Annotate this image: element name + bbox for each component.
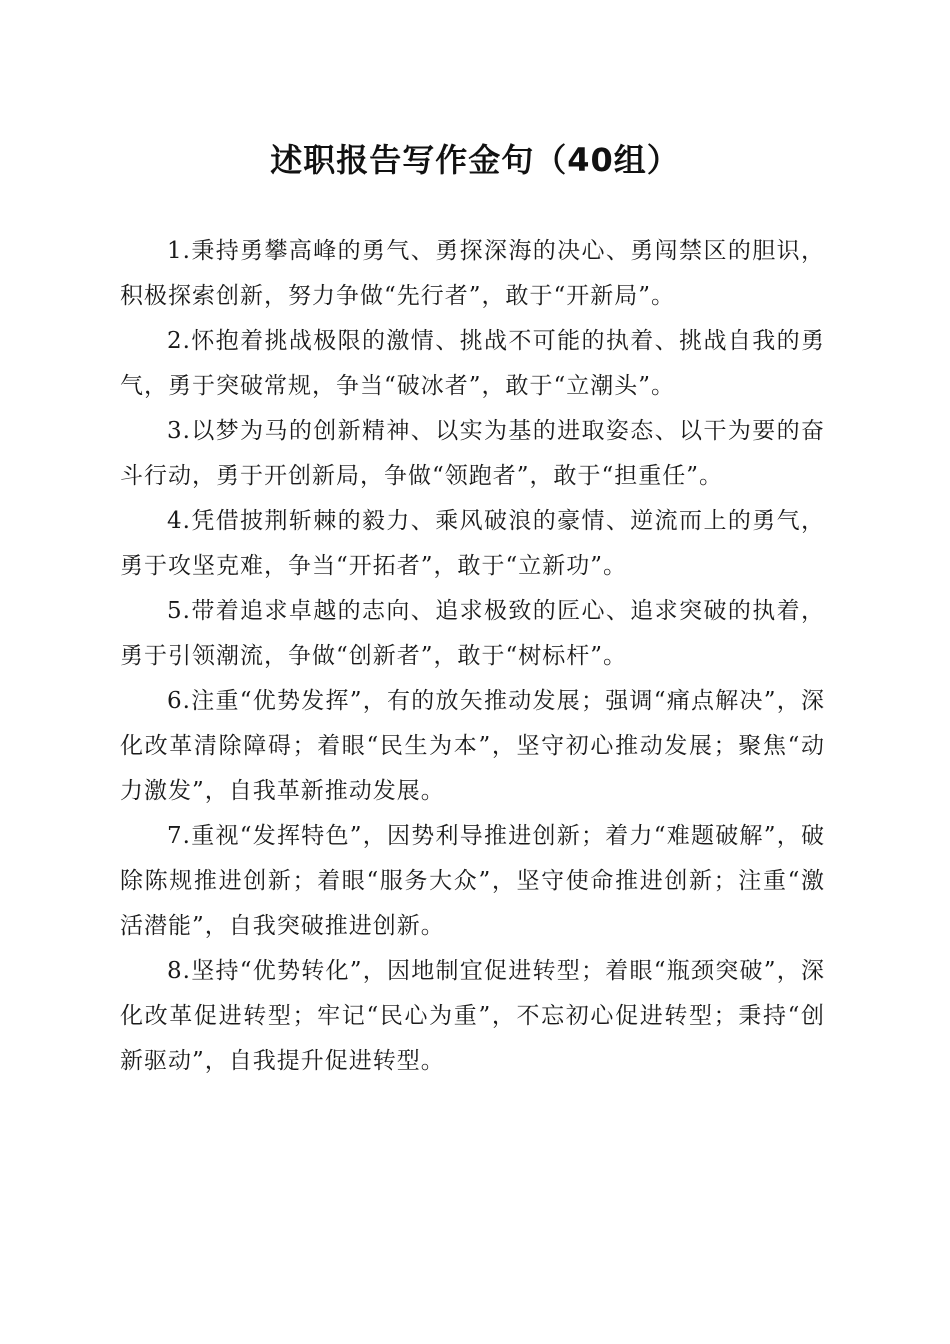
document-body xyxy=(120,229,825,1084)
paragraph-8: 8.坚持“优势转化”，因地制宜促进转型；着眼“瓶颈突破”，深化改革促进转型；牢记“民心为重”，不忘初心促进转型；秉持“创新驱动”，自我提升促进转型。 xyxy=(120,958,825,1074)
paragraph-3: 3.以梦为马的创新精神、以实为基的进取姿态、以干为要的奋斗行动，勇于开创新局，争做“领跑者”，敢于“担重任”。 xyxy=(120,418,825,489)
paragraph-7: 7.重视“发挥特色”，因势利导推进创新；着力“难题破解”，破除陈规推进创新；着眼“服务大众”，坚守使命推进创新；注重“激活潜能”，自我突破推进创新。 xyxy=(120,823,825,939)
paragraph-4: 4.凭借披荆斩棘的毅力、乘风破浪的豪情、逆流而上的勇气，勇于攻坚克难，争当“开拓者”，敢于“立新功”。 xyxy=(120,508,825,579)
paragraph-1: 1.秉持勇攀高峰的勇气、勇探深海的决心、勇闯禁区的胆识，积极探索创新，努力争做“先行者”，敢于“开新局”。 xyxy=(120,238,825,309)
paragraph-6: 6.注重“优势发挥”，有的放矢推动发展；强调“痛点解决”，深化改革清除障碍；着眼“民生为本”，坚守初心推动发展；聚焦“动力激发”，自我革新推动发展。 xyxy=(120,688,825,804)
paragraph-5: 5.带着追求卓越的志向、追求极致的匠心、追求突破的执着，勇于引领潮流，争做“创新者”，敢于“树标杆”。 xyxy=(120,598,825,669)
document-title: 述职报告写作金句（40组） xyxy=(270,141,680,179)
paragraph-2: 2.怀抱着挑战极限的激情、挑战不可能的执着、挑战自我的勇气，勇于突破常规，争当“破冰者”，敢于“立潮头”。 xyxy=(120,328,825,399)
